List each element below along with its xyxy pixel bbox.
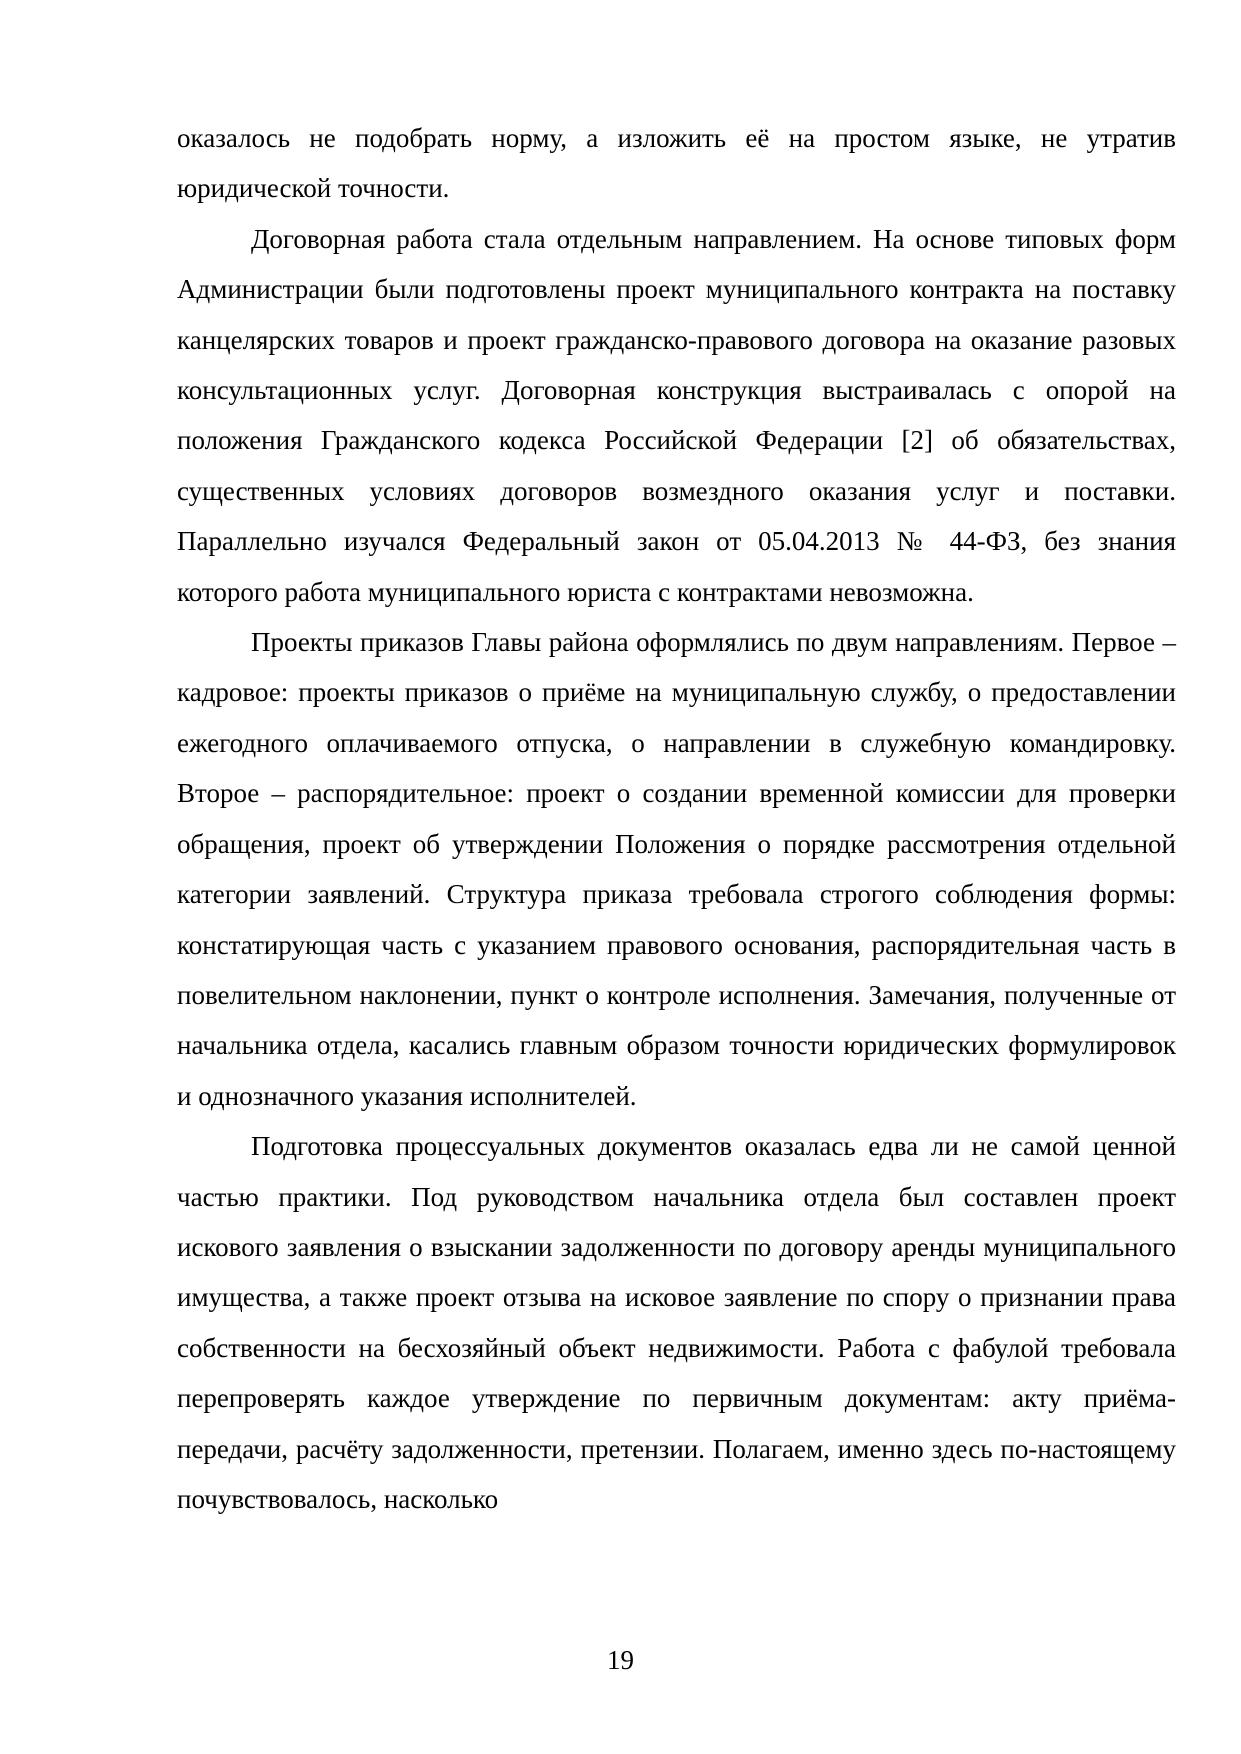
paragraph-procedural-documents: Подготовка процессуальных документов оказалась едва ли не самой ценной частью практики. Под руководством начальника отдела был составлен проект искового заявления о взыскании задолженности по договору аренды муниципального имущества, а также проект отзыва на исковое заявление по спору о признании права собственности на бесхозяйный объект недвижимости. Работа с фабулой требовала перепроверять каждое утверждение по первичным документам: акту приёма-передачи, расчёту задолженности, претензии. Полагаем, именно здесь по-настоящему почувствовалось, насколько (177, 1131, 1176, 1514)
page-number: 19 (607, 1645, 634, 1675)
body-text (177, 113, 1176, 1524)
paragraph-orders: Проекты приказов Главы района оформлялись по двум направлениям. Первое – кадровое: проекты приказов о приёме на муниципальную службу, о предоставлении ежегодного оплачиваемого отпуска, о направлении в служебную командировку. Второе – распорядительное: проект о создании временной комиссии для проверки обращения, проект об утверждении Положения о порядке рассмотрения отдельной категории заявлений. Структура приказа требовала строгого соблюдения формы: констатирующая часть с указанием правового основания, распорядительная часть в повелительном наклонении, пункт о контроле исполнения. Замечания, полученные от начальника отдела, касались главным образом точности юридических формулировок и однозначного указания исполнителей. (177, 627, 1176, 1111)
paragraph-continuation: оказалось не подобрать норму, а изложить её на простом языке, не утратив юридической точности. (177, 123, 1176, 204)
paragraph-contract-work: Договорная работа стала отдельным направлением. На основе типовых форм Администрации были подготовлены проект муниципального контракта на поставку канцелярских товаров и проект гражданско-правового договора на оказание разовых консультационных услуг. Договорная конструкция выстраивалась с опорой на положения Гражданского кодекса Российской Федерации [2] об обязательствах, существенных условиях договоров возмездного оказания услуг и поставки. Параллельно изучался Федеральный закон от 05.04.2013 № 44-ФЗ, без знания которого работа муниципального юриста с контрактами невозможна. (177, 223, 1176, 607)
